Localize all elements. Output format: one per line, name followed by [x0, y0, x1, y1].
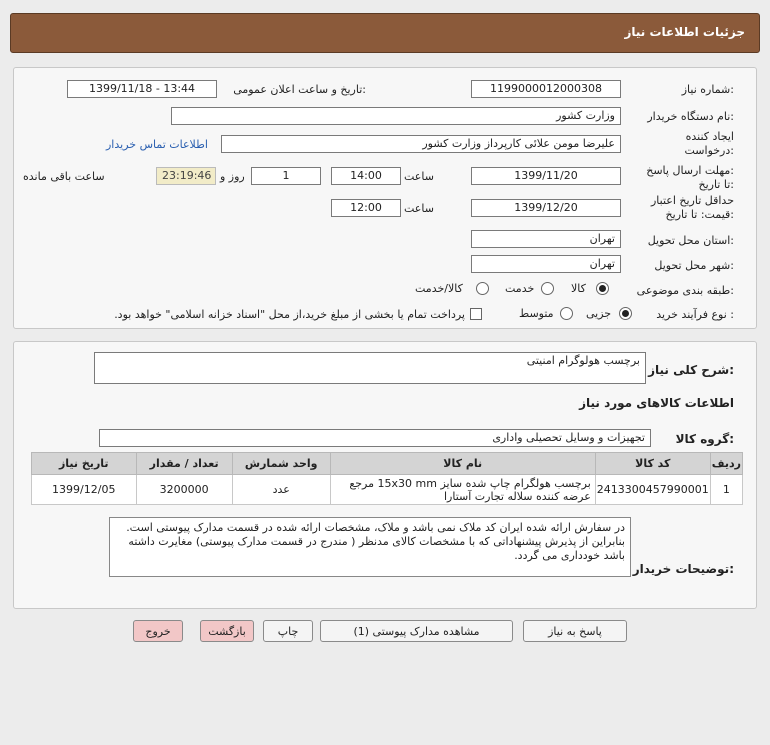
goods-section-title: اطلاعات کالاهای مورد نیاز	[579, 396, 734, 410]
goods-group-label: گروه کالا:	[675, 432, 734, 446]
buyer-contact-link[interactable]: اطلاعات تماس خریدار	[106, 138, 208, 151]
reply-date-field: 1399/11/20	[471, 167, 621, 185]
city-label: شهر محل تحویل:	[654, 259, 734, 272]
category-radio-service[interactable]	[541, 282, 554, 295]
process-option-medium: متوسط	[519, 307, 554, 320]
reply-button[interactable]: پاسخ به نیاز	[523, 620, 627, 642]
validity-time-field: 12:00	[331, 199, 401, 217]
process-option-minor: جزیی	[586, 307, 612, 320]
remaining-time-field: 23:19:46	[156, 167, 216, 185]
table-cell-quantity: 3200000	[136, 475, 232, 505]
province-label: استان محل تحویل:	[647, 234, 734, 247]
category-radio-goods[interactable]	[596, 282, 609, 295]
reply-deadline-label-line1: مهلت ارسال پاسخ:	[646, 164, 734, 177]
creator-field: علیرضا مومن علائی کارپرداز وزارت کشور	[221, 135, 621, 153]
need-number-field: 1199000012000308	[471, 80, 621, 98]
announce-field: 1399/11/18 - 13:44	[67, 80, 217, 98]
table-header-quantity: تعداد / مقدار	[136, 453, 232, 475]
table-header-name: نام کالا	[330, 453, 595, 475]
buyer-notes-field: در سفارش ارائه شده ایران کد ملاک نمی باشد و ملاک، مشخصات ارائه شده در قسمت مدارک پیوستی است. بنابراین از پذیرش پیشنهاداتی که با مشخصات کالای مدنظر ( مندرج در قسمت مدارک پیوستی) مغایرت داشته باشد خودداری می گردد.	[109, 517, 631, 577]
validity-date-field: 1399/12/20	[471, 199, 621, 217]
buyer-org-field: وزارت کشور	[171, 107, 621, 125]
process-radio-minor[interactable]	[619, 307, 632, 320]
table-row	[32, 475, 743, 505]
remaining-days-field: 1	[251, 167, 321, 185]
price-validity-label-line1: حداقل تاریخ اعتبار	[650, 194, 734, 207]
goods-table	[31, 452, 743, 505]
category-label: طبقه بندی موضوعی:	[636, 284, 734, 297]
buyer-org-label: نام دستگاه خریدار:	[647, 110, 734, 123]
need-number-label: شماره نیاز:	[681, 83, 734, 96]
category-option-service: خدمت	[505, 282, 535, 295]
process-label: نوع فرآیند خرید :	[656, 308, 734, 321]
city-field: تهران	[471, 255, 621, 273]
treasury-payment-note: پرداخت تمام یا بخشی از مبلغ خرید،از محل "اسناد خزانه اسلامی" خواهد بود.	[114, 308, 465, 321]
category-option-goods-service: کالا/خدمت	[415, 282, 463, 295]
need-info-panel	[13, 67, 757, 329]
reply-time-field: 14:00	[331, 167, 401, 185]
summary-field: برچسب هولوگرام امنیتی	[94, 352, 646, 384]
goods-group-field: تجهیزات و وسایل تحصیلی واداری	[99, 429, 651, 447]
province-field: تهران	[471, 230, 621, 248]
table-header-date: تاریخ نیاز	[32, 453, 137, 475]
table-header-unit: واحد شمارش	[232, 453, 330, 475]
days-label: روز و	[220, 170, 245, 183]
table-cell-code: 2413300457990001	[595, 475, 710, 505]
table-header-code: کد کالا	[595, 453, 710, 475]
page-header	[10, 13, 760, 53]
need-details-panel	[13, 341, 757, 609]
category-radio-goods-service[interactable]	[476, 282, 489, 295]
print-button[interactable]: چاپ	[263, 620, 313, 642]
creator-label-line2: درخواست:	[684, 144, 734, 157]
reply-time-label: ساعت	[404, 170, 434, 183]
reply-deadline-label-line2: تا تاریخ:	[698, 178, 734, 191]
buyer-notes-label: توضیحات خریدار:	[632, 562, 734, 576]
exit-button[interactable]: خروج	[133, 620, 183, 642]
category-option-goods: کالا	[571, 282, 586, 295]
remaining-label: ساعت باقی مانده	[23, 170, 105, 183]
page-title: جزئیات اطلاعات نیاز	[624, 25, 745, 39]
price-validity-label-line2: قیمت: تا تاریخ:	[665, 208, 734, 221]
treasury-payment-checkbox[interactable]	[470, 308, 482, 320]
table-cell-name: برچسب هولگرام چاپ شده سایز 15x30 mm مرجع عرضه کننده سلاله تجارت آستارا	[330, 475, 595, 505]
validity-time-label: ساعت	[404, 202, 434, 215]
summary-label: شرح کلی نیاز:	[648, 363, 734, 377]
view-attachments-button[interactable]: مشاهده مدارک پیوستی (1)	[320, 620, 513, 642]
back-button[interactable]: بازگشت	[200, 620, 254, 642]
table-header-row-number: ردیف	[710, 453, 742, 475]
table-cell-row-number: 1	[710, 475, 742, 505]
process-radio-medium[interactable]	[560, 307, 573, 320]
creator-label-line1: ایجاد کننده	[685, 130, 734, 143]
announce-label: تاریخ و ساعت اعلان عمومی:	[233, 83, 366, 96]
table-cell-unit: عدد	[232, 475, 330, 505]
table-cell-date: 1399/12/05	[32, 475, 137, 505]
